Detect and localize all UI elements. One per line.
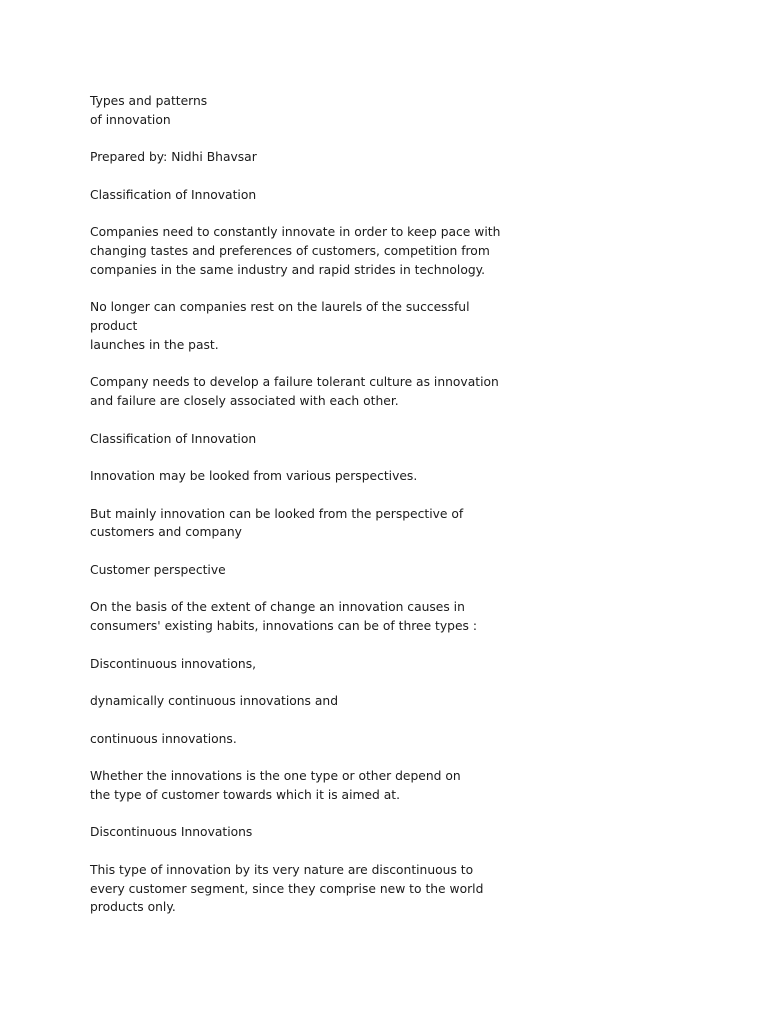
section-heading: Customer perspective (90, 562, 226, 577)
section-heading: Classification of Innovation (90, 187, 257, 202)
paragraph: Whether the innovations is the one type or other depend on the type of customer towards which it is aimed at. (90, 769, 461, 802)
list-item: dynamically continuous innovations and (90, 694, 339, 708)
list-item: continuous innovations. (90, 731, 237, 746)
paragraph: This type of innovation by its very nature are discontinuous to every customer segment, since they comprise new to the world products only. (90, 862, 484, 915)
paragraph: Innovation may be looked from various perspectives. (90, 469, 418, 483)
paragraph: Company needs to develop a failure tolerant culture as innovation and failure are closely associated with each other. (90, 375, 499, 408)
paragraph: No longer can companies rest on the laurels of the successful product launches in the past. (90, 300, 470, 352)
paragraph: On the basis of the extent of change an innovation causes in consumers' existing habits, innovations can be of three types : (90, 600, 477, 633)
list-item: Discontinuous innovations, (90, 656, 257, 671)
document-body (90, 92, 510, 936)
section-heading: Discontinuous Innovations (90, 825, 253, 840)
document-title: Types and patterns of innovation (90, 94, 208, 127)
paragraph: But mainly innovation can be looked from the perspective of customers and company (90, 506, 464, 540)
author-line: Prepared by: Nidhi Bhavsar (90, 150, 257, 165)
section-heading: Classification of Innovation (90, 431, 257, 446)
paragraph: Companies need to constantly innovate in order to keep pace with changing tastes and preferences of customers, competition from companies in the same industry and rapid strides in technology. (90, 225, 501, 277)
